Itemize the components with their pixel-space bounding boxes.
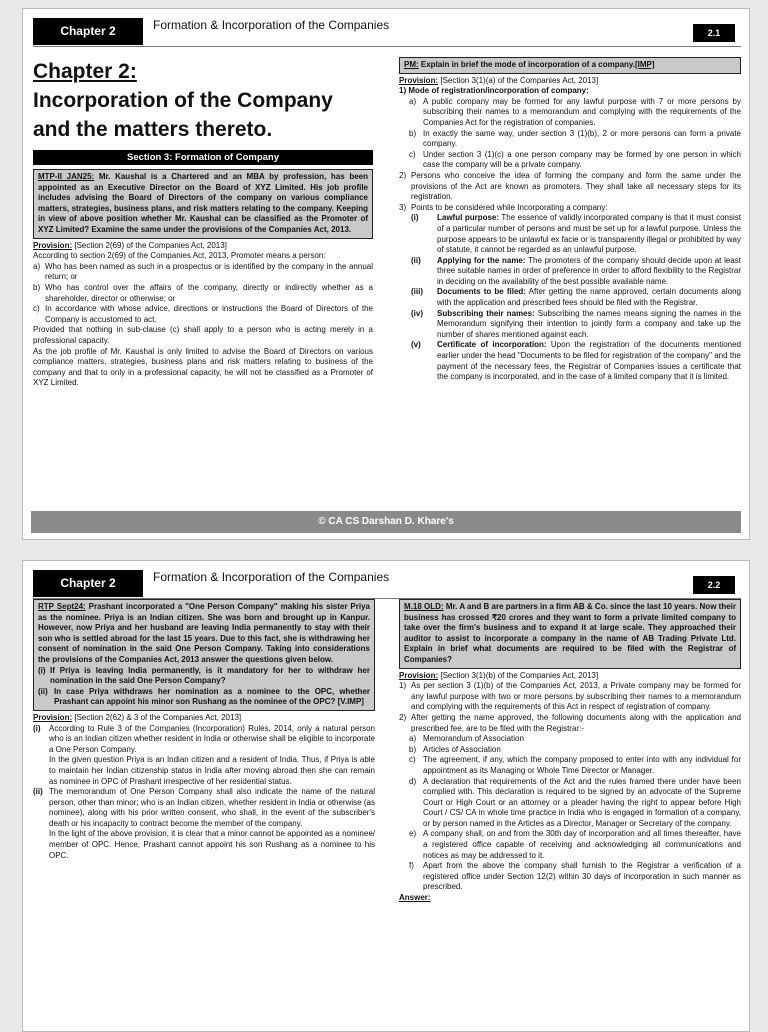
page-2-2 [22, 560, 750, 1032]
list-item [33, 283, 373, 304]
item-heading: Documents to be filed: [437, 287, 526, 297]
importance-tag: [IMP] [635, 60, 655, 69]
provision-label: Provision: [33, 712, 73, 722]
provision-text: [Section 3(1)(a) of the Companies Act, 2013] [438, 75, 599, 85]
list-marker: a) [409, 96, 417, 106]
list-text: Articles of Association [423, 744, 501, 754]
provision-text: [Section 3(1)(b) of the Companies Act, 2013] [438, 670, 599, 680]
list-text-continued: In the light of the above provision, it is clear that a minor cannot be appointed as a nominee/ member of OPC. Hence, Prashant cannot appoint his son Rushang as a nominee to his OPC. [49, 829, 375, 860]
list-marker: b) [409, 128, 417, 138]
list-item [399, 171, 741, 203]
chapter-label: Chapter 2 [33, 570, 143, 597]
question-box [33, 169, 373, 239]
header-title: Formation & Incorporation of the Companies [153, 570, 390, 584]
list-text: The promoters of the company should decide upon at least three suitable names in order of preference in order to afford flexibility to the Registrar in deciding on the availability of the best possible available name. [437, 255, 741, 286]
list-item [399, 861, 741, 893]
list-marker: b) [409, 744, 417, 754]
list-text: As per section 3 (1)(b) of the Companies Act, 2013, a Private company may be formed for any lawful purpose with two or more persons by subscribing their names to a memorandum and complying with the requirements of this Act in respect of registration of company. [411, 681, 741, 712]
list-marker: a) [33, 261, 41, 271]
provision-text: [Section 2(69) of the Companies Act, 2013] [72, 240, 227, 250]
list-text: Upon the registration of the documents mentioned earlier under the head "Documents to be filed for registration of the company" and the payment of the necessary fees, the Registrar of Companies issues a certificate that the company is incorporated, and in the case of a limited company that it is limited. [437, 340, 741, 382]
list-item [399, 213, 741, 255]
list-marker: c) [409, 149, 416, 159]
list-item [33, 304, 373, 325]
provision-line [33, 713, 375, 724]
list-text: The essence of validly incorporated company is that it must consist of a particular number of persons and must be set up for a lawful purpose. Unless the purpose appears to be unlawful ex facie or is transparently illegal or prohibited by way of statute, it cannot be regarded as an unlawful purpose. [437, 213, 742, 255]
list-marker: (i) [411, 213, 419, 223]
list-text: In accordance with whose advice, directions or instructions the Board of Directors of the Company is accustomed to act. [45, 304, 373, 324]
list-text: Subscribing the names means signing the names in the Memorandum signifying their intention to jointly form a company and take up the number of shares mentioned against each. [437, 308, 742, 339]
list-text: In exactly the same way, under section 3 (1)(b), 2 or more persons can form a private company. [423, 128, 741, 149]
list-marker: 3) [399, 202, 407, 212]
provision-line [399, 671, 741, 682]
question-tag: PM: [404, 60, 419, 69]
list-marker: (iii) [411, 287, 423, 297]
list-item [399, 829, 741, 861]
item-heading: Applying for the name: [437, 255, 526, 265]
list-item [399, 745, 741, 756]
list-marker: (iv) [411, 308, 423, 318]
question-tag: RTP Sept24: [38, 602, 86, 611]
list-item [399, 287, 741, 308]
question-box [399, 599, 741, 669]
page-number: 2.2 [693, 576, 735, 594]
list-item [399, 150, 741, 171]
list-item [33, 724, 375, 788]
title-line: Incorporation of the Company [33, 89, 333, 112]
provision-label: Provision: [399, 670, 439, 680]
list-item [399, 340, 741, 382]
list-text: Memorandum of Association [423, 734, 524, 744]
point-heading: 1) Mode of registration/incorporation of company: [399, 86, 589, 96]
list-marker: (ii) [33, 787, 43, 797]
list-item [33, 787, 375, 861]
list-item [399, 713, 741, 734]
list-marker: (v) [411, 340, 421, 350]
provision-label: Provision: [399, 75, 439, 85]
list-marker: d) [409, 776, 417, 786]
list-text: A public company may be formed for any lawful purpose with 7 or more persons by subscribing their names to a memorandum and complying with the requirements of the Companies Act for the registration of companies. [423, 96, 741, 127]
list-text: Points to be considered while Incorporating a company: [411, 202, 608, 212]
list-item [399, 734, 741, 745]
title-line: and the matters thereto. [33, 118, 273, 141]
list-item [399, 203, 741, 214]
list-marker: b) [33, 282, 41, 292]
list-text: According to Rule 3 of the Companies (Incorporation) Rules, 2014, only a natural person who is an Indian citizen whether resident in India or otherwise shall be eligible to incorporate a One Person Company. [49, 723, 375, 754]
question-box [399, 57, 741, 74]
provision-text: [Section 2(62) & 3 of the Companies Act, 2013] [72, 712, 242, 722]
question-text: Mr. A and B are partners in a firm AB & Co. since the last 10 years. Now their business has crossed ₹20 crores and they want to form a private limited company to take over the firm's business and to expand it at large scale. They approached their auditor to assist to incorporate a company in the name of AB Trading Private Ltd. Explain in brief what documents are required to be filed with the Registrar of Companies? [404, 602, 736, 664]
list-text: Who has control over the affairs of the company, directly or indirectly whether as a shareholder, director or otherwise; or [45, 282, 373, 303]
paragraph: According to section 2(69) of the Companies Act, 2013, Promoter means a person: [33, 251, 326, 261]
list-marker: e) [409, 829, 417, 839]
list-marker: 2) [399, 712, 407, 722]
question-text: Explain in brief the mode of incorporation of a company. [418, 60, 635, 69]
question-tag: M.18 OLD: [404, 602, 444, 611]
list-marker: c) [409, 755, 416, 765]
header-title: Formation & Incorporation of the Companies [153, 18, 390, 32]
list-marker: c) [33, 304, 40, 314]
chapter-heading: Chapter 2: [33, 60, 137, 83]
list-item [399, 129, 741, 150]
question-tag: MTP-II JAN25: [38, 172, 95, 181]
list-marker: (i) [38, 665, 46, 675]
copyright-footer: © CA CS Darshan D. Khare's [31, 511, 741, 533]
list-marker: 2) [399, 170, 407, 180]
list-text: Persons who conceive the idea of forming the company and form the same under the provisions of the Act are known as promoters. They shall take all necessary steps for its registration. [411, 170, 741, 202]
section-bar: Section 3: Formation of Company [33, 150, 373, 165]
question-box [33, 599, 375, 711]
list-marker: 1) [399, 681, 407, 691]
item-heading: Lawful purpose: [437, 213, 500, 223]
list-marker: (ii) [411, 255, 421, 265]
chapter-title [33, 57, 373, 144]
list-item [399, 256, 741, 288]
list-item [399, 681, 741, 713]
right-column [399, 57, 741, 383]
item-heading: Subscribing their names: [437, 308, 535, 318]
list-text: If Priya is leaving India permanently, is it mandatory for her to withdraw her nomination in the said One Person Company? [50, 665, 370, 686]
left-column [33, 599, 375, 861]
chapter-label: Chapter 2 [33, 18, 143, 45]
provision-line [399, 76, 741, 87]
list-text: Apart from the above the company shall furnish to the Registrar a verification of a registered office under Section 12(2) within 30 days of incorporation in such manner as prescribed. [423, 861, 741, 892]
list-item [399, 309, 741, 341]
list-marker: (i) [33, 723, 41, 733]
provision-label: Provision: [33, 240, 73, 250]
left-column [33, 57, 373, 389]
list-text: Who has been named as such in a prospectus or is identified by the company in the annual return; or [45, 261, 373, 282]
list-text: Under section 3 (1)(c) a one person company may be formed by one person in which case the company will be a private company. [423, 149, 741, 170]
list-text: The memorandum of One Person Company shall also indicate the name of the natural person, other than minor; who is an Indian citizen, whether resident in India or otherwise (as nominee), along with his prior written consent, who shall, in the event of the subscriber's death or his incapacity to contract become the member of the company. [49, 787, 375, 828]
list-text: After getting the name approved, the following documents along with the application and prescribed fee, are to be filed with the Registrar:- [411, 712, 741, 733]
page-2-1 [22, 8, 750, 540]
list-text: In case Priya withdraws her nomination as a nominee to the OPC, whether Prashant can appoint his minor son Rushang as the nominee of the OPC? [V.IMP] [54, 686, 370, 707]
list-text: A company shall, on and from the 30th day of incorporation and all times thereafter, have a registered office capable of receiving and acknowledging all communications and notices as may be addressed to it. [423, 829, 741, 860]
item-heading: Certificate of incorporation: [437, 340, 547, 350]
list-marker: f) [409, 861, 414, 871]
page-number: 2.1 [693, 24, 735, 42]
list-item [399, 777, 741, 830]
list-item [399, 97, 741, 129]
question-text: Mr. Kaushal is a Chartered and an MBA by profession, has been appointed as an Executive Director on the Board of XYZ Limited. His job profile includes advising the Board of Directors of the company on various compliance matters, strategies, business plans, and risk matters relating to the company. Keeping in view of above position whether Mr. Kaushal can be classified as the Promoter of XYZ Limited? Examine the same under the provisions of the Companies Act, 2013. [38, 172, 368, 234]
answer-label: Answer: [399, 893, 431, 903]
paragraph: Provided that nothing in sub-clause (c) shall apply to a person who is acting merely in a professional capacity. [33, 325, 373, 345]
list-item [38, 666, 370, 687]
page-header [33, 18, 741, 47]
list-text-continued: In the given question Priya is an Indian citizen and a resident of India. Thus, if Priya is able to maintain her Indian citizenship status in India after moving abroad then she can remain as nominee in OPC of Prashant irrespective of her residential status. [49, 755, 375, 786]
list-text: After getting the name approved, certain documents along with the application and prescribed fees should be filed with the Registrar. [437, 287, 742, 308]
list-item [38, 687, 370, 708]
question-text: Prashant incorporated a "One Person Company" making his sister Priya as the nominee. Priya is an Indian citizen. She was born and brought up in Kanpur. However, now Priya and her husband are leaving India permanently to stay with their son who is settled abroad for the last 15 years. Due to this fact, she is withdrawing her consent of nomination in the said One Person Company. Taking into considerations the provisions of the Companies Act, 2013 answer the questions given below. [38, 602, 370, 664]
list-text: A declaration that requirements of the Act and the rules framed there under have been complied with. This declaration is required to be signed by an advocate of the Supreme Court or High Court or an attorney or a pleader having the right to appear before High Court / CS/ CA in whole time practice in India who is engaged in formation of a company, or by person named in the Articles as a Director, Manager or Secretary of the company. [423, 776, 741, 828]
provision-line [33, 241, 373, 252]
paragraph: As the job profile of Mr. Kaushal is only limited to advise the Board of Directors on various compliance matters, strategies, business plans and risk matters relating to business of the company and that to only in a professional capacity, he will not be classified as a Promoter of XYZ Limited. [33, 346, 373, 388]
list-marker: a) [409, 734, 417, 744]
page-header [33, 570, 741, 599]
list-text: The agreement, if any, which the company proposed to enter into with any individual for appointment as its Managing or Whole Time Director or Manager. [423, 755, 741, 775]
list-marker: (ii) [38, 686, 48, 696]
list-item [399, 755, 741, 776]
right-column [399, 599, 741, 904]
list-item [33, 262, 373, 283]
